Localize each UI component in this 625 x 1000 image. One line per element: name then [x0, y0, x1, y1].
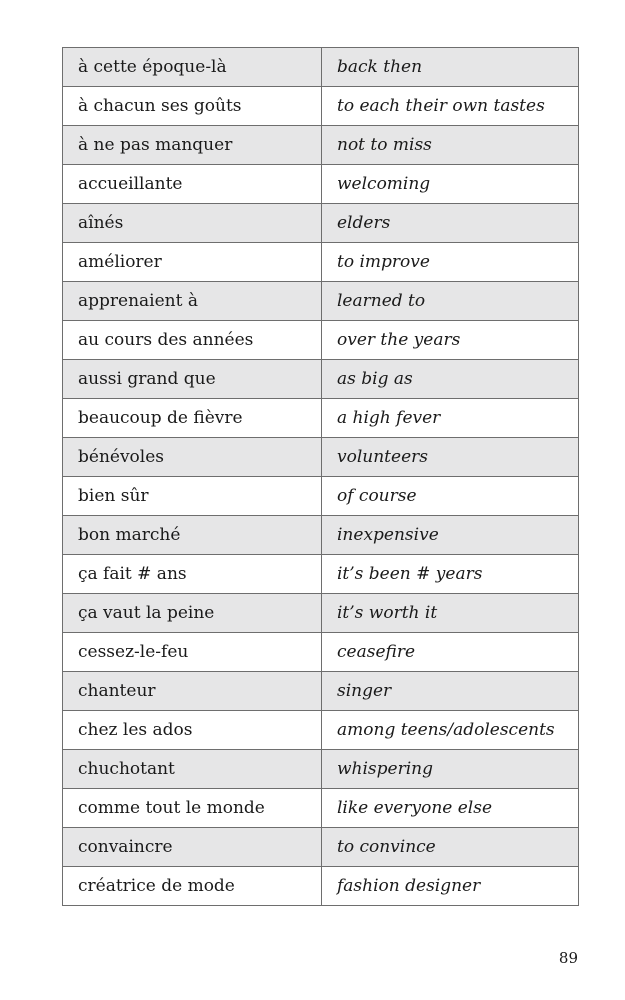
table-row [63, 165, 579, 204]
table-row [63, 750, 579, 789]
french-term: accueillante [63, 165, 322, 204]
table-row [63, 399, 579, 438]
table-row [63, 594, 579, 633]
french-term: ça fait # ans [63, 555, 322, 594]
english-translation: as big as [322, 360, 579, 399]
english-translation: to improve [322, 243, 579, 282]
french-term: comme tout le monde [63, 789, 322, 828]
french-term: aussi grand que [63, 360, 322, 399]
table-row [63, 711, 579, 750]
english-translation: elders [322, 204, 579, 243]
french-term: au cours des années [63, 321, 322, 360]
table-row [63, 672, 579, 711]
french-term: à cette époque-là [63, 48, 322, 87]
english-translation: among teens/adolescents [322, 711, 579, 750]
table-row [63, 438, 579, 477]
french-term: aînés [63, 204, 322, 243]
english-translation: volunteers [322, 438, 579, 477]
table-row [63, 633, 579, 672]
english-translation: to each their own tastes [322, 87, 579, 126]
table-row [63, 87, 579, 126]
table-row [63, 204, 579, 243]
english-translation: it’s been # years [322, 555, 579, 594]
french-term: cessez-le-feu [63, 633, 322, 672]
french-term: apprenaient à [63, 282, 322, 321]
french-term: chanteur [63, 672, 322, 711]
english-translation: like everyone else [322, 789, 579, 828]
english-translation: it’s worth it [322, 594, 579, 633]
table-row [63, 867, 579, 906]
english-translation: back then [322, 48, 579, 87]
french-term: créatrice de mode [63, 867, 322, 906]
english-translation: welcoming [322, 165, 579, 204]
english-translation: not to miss [322, 126, 579, 165]
english-translation: learned to [322, 282, 579, 321]
french-term: ça vaut la peine [63, 594, 322, 633]
table-row [63, 282, 579, 321]
table-row [63, 477, 579, 516]
english-translation: ceasefire [322, 633, 579, 672]
table-row [63, 555, 579, 594]
english-translation: a high fever [322, 399, 579, 438]
page-number: 89 [558, 949, 578, 967]
table-row [63, 321, 579, 360]
french-term: bon marché [63, 516, 322, 555]
french-term: à chacun ses goûts [63, 87, 322, 126]
french-term: chuchotant [63, 750, 322, 789]
french-term: à ne pas manquer [63, 126, 322, 165]
french-term: améliorer [63, 243, 322, 282]
french-term: chez les ados [63, 711, 322, 750]
table-row [63, 126, 579, 165]
table-row [63, 243, 579, 282]
english-translation: fashion designer [322, 867, 579, 906]
english-translation: singer [322, 672, 579, 711]
table-row [63, 360, 579, 399]
vocabulary-table-body [63, 48, 579, 906]
table-row [63, 789, 579, 828]
vocabulary-table [62, 47, 579, 906]
english-translation: whispering [322, 750, 579, 789]
french-term: bénévoles [63, 438, 322, 477]
table-row [63, 828, 579, 867]
table-row [63, 516, 579, 555]
french-term: beaucoup de fièvre [63, 399, 322, 438]
english-translation: over the years [322, 321, 579, 360]
table-row [63, 48, 579, 87]
english-translation: inexpensive [322, 516, 579, 555]
english-translation: of course [322, 477, 579, 516]
french-term: bien sûr [63, 477, 322, 516]
english-translation: to convince [322, 828, 579, 867]
french-term: convaincre [63, 828, 322, 867]
